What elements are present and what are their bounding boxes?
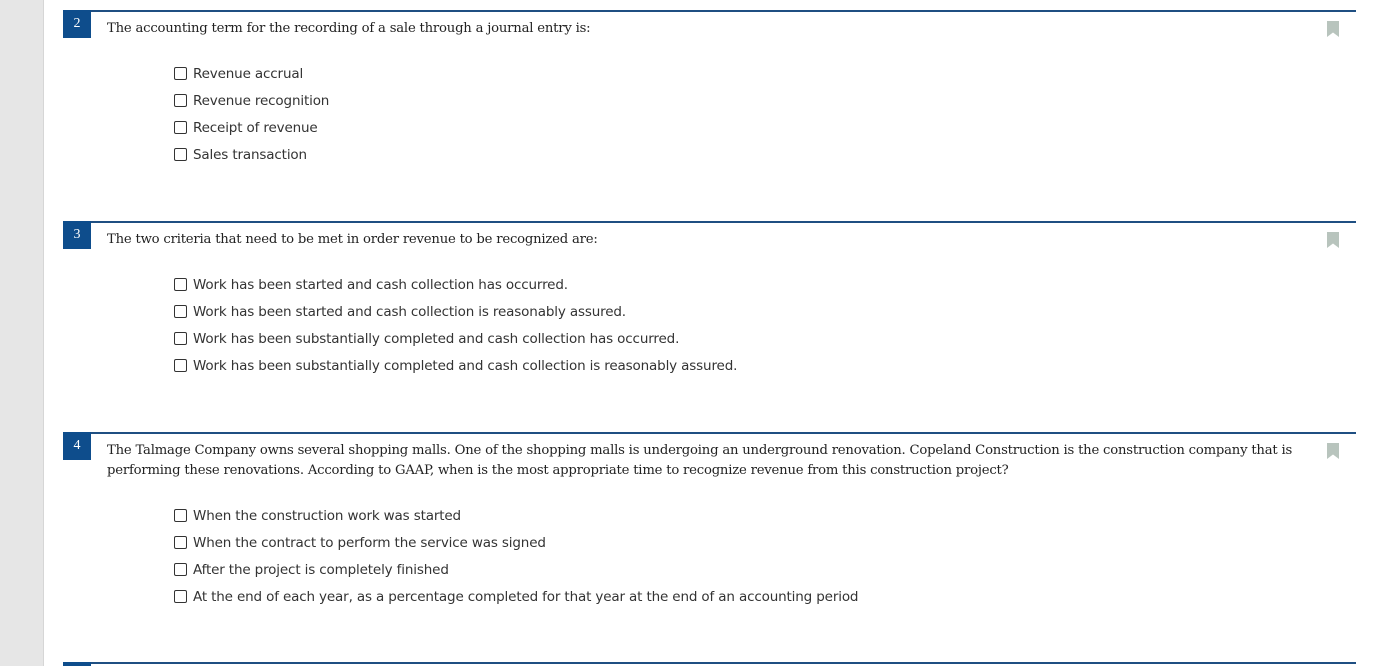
answer-checkbox[interactable] bbox=[174, 94, 187, 107]
answer-checkbox[interactable] bbox=[174, 332, 187, 345]
answer-label[interactable]: Work has been started and cash collection is reasonably assured. bbox=[193, 304, 626, 320]
answer-checkbox[interactable] bbox=[174, 536, 187, 549]
answer-label[interactable]: Work has been substantially completed and cash collection has occurred. bbox=[193, 331, 680, 347]
question-text: The accounting term for the recording of a sale through a journal entry is: bbox=[107, 21, 591, 36]
answer-label[interactable]: Sales transaction bbox=[193, 147, 307, 163]
answer-label[interactable]: At the end of each year, as a percentage completed for that year at the end of an accounting period bbox=[193, 589, 859, 605]
answer-checkbox[interactable] bbox=[174, 590, 187, 603]
question-number-badge bbox=[63, 662, 91, 666]
question-number-badge: 2 bbox=[63, 10, 91, 38]
answer-label[interactable]: After the project is completely finished bbox=[193, 562, 449, 578]
answer-label[interactable]: When the contract to perform the service was signed bbox=[193, 535, 546, 551]
answer-label[interactable]: Work has been started and cash collection has occurred. bbox=[193, 277, 568, 293]
question-divider bbox=[63, 662, 1356, 664]
answer-checkbox[interactable] bbox=[174, 67, 187, 80]
bookmark-icon[interactable] bbox=[1327, 21, 1339, 37]
answer-label[interactable]: Work has been substantially completed and cash collection is reasonably assured. bbox=[193, 358, 738, 374]
bookmark-icon[interactable] bbox=[1327, 232, 1339, 248]
answer-checkbox[interactable] bbox=[174, 121, 187, 134]
answer-label[interactable]: Revenue accrual bbox=[193, 66, 304, 82]
question-text: The two criteria that need to be met in order revenue to be recognized are: bbox=[107, 232, 598, 247]
answer-checkbox[interactable] bbox=[174, 359, 187, 372]
bookmark-icon[interactable] bbox=[1327, 443, 1339, 459]
question-divider bbox=[63, 432, 1356, 434]
answer-checkbox[interactable] bbox=[174, 563, 187, 576]
answer-checkbox[interactable] bbox=[174, 278, 187, 291]
question-text: The Talmage Company owns several shopping malls. One of the shopping malls is undergoing an underground renovation. Copeland Construction is the construction company that is performing these renovations. According to GAAP, when is the most appropriate time to recognize revenue from this construction project? bbox=[107, 443, 1293, 478]
question-number-badge: 3 bbox=[63, 221, 91, 249]
answer-checkbox[interactable] bbox=[174, 509, 187, 522]
answer-checkbox[interactable] bbox=[174, 148, 187, 161]
answer-label[interactable]: Revenue recognition bbox=[193, 93, 330, 109]
question-number-badge: 4 bbox=[63, 432, 91, 460]
answer-label[interactable]: When the construction work was started bbox=[193, 508, 461, 524]
question-divider bbox=[63, 10, 1356, 12]
answer-checkbox[interactable] bbox=[174, 305, 187, 318]
answer-label[interactable]: Receipt of revenue bbox=[193, 120, 318, 136]
question-divider bbox=[63, 221, 1356, 223]
